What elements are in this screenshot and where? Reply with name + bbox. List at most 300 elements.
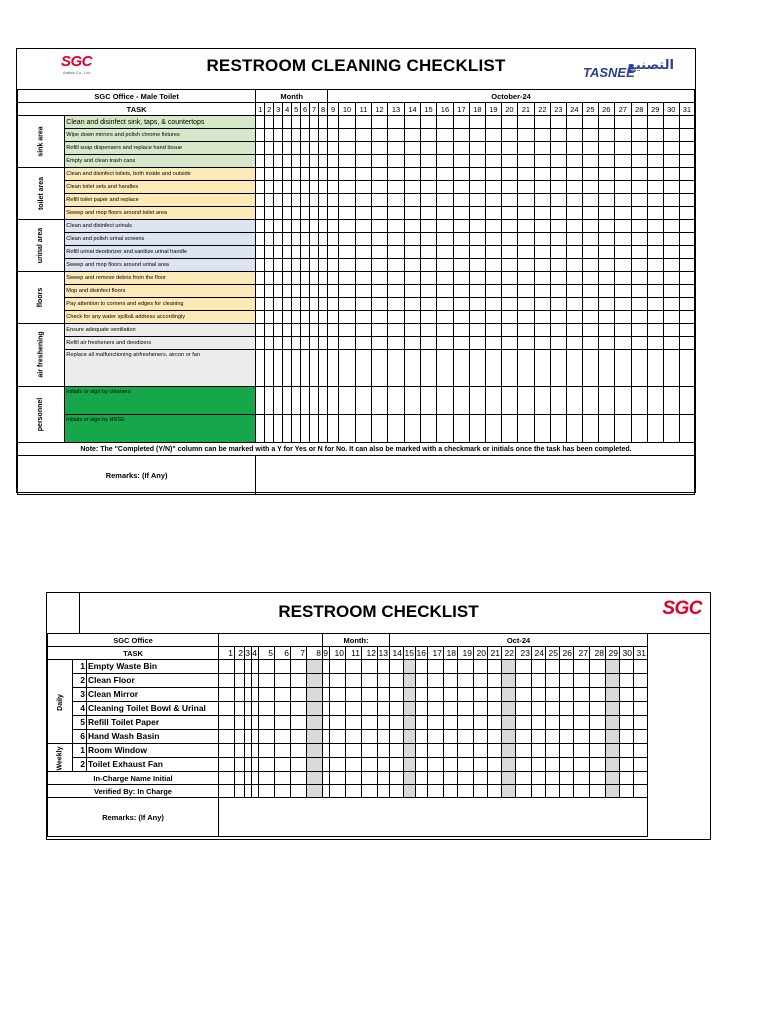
- day-check-cell[interactable]: [679, 194, 694, 207]
- day-check-cell[interactable]: [663, 155, 679, 168]
- day-check-cell[interactable]: [566, 220, 582, 233]
- day-check-cell[interactable]: [292, 324, 301, 337]
- day-check-cell[interactable]: [663, 233, 679, 246]
- day-check-cell[interactable]: [319, 298, 328, 311]
- day-check-cell[interactable]: [356, 233, 372, 246]
- day-check-cell[interactable]: [598, 194, 614, 207]
- day-check-cell[interactable]: [517, 337, 534, 350]
- day-check-cell[interactable]: [663, 194, 679, 207]
- day-check-cell[interactable]: [458, 744, 474, 758]
- day-check-cell[interactable]: [574, 730, 590, 744]
- day-check-cell[interactable]: [517, 415, 534, 443]
- day-check-cell[interactable]: [339, 129, 356, 142]
- day-check-cell[interactable]: [485, 207, 501, 220]
- day-check-cell[interactable]: [372, 142, 388, 155]
- day-check-cell[interactable]: [517, 168, 534, 181]
- day-check-cell[interactable]: [388, 129, 405, 142]
- day-check-cell[interactable]: [283, 259, 292, 272]
- day-check-cell[interactable]: [534, 387, 550, 415]
- day-check-cell[interactable]: [388, 142, 405, 155]
- day-check-cell[interactable]: [319, 272, 328, 285]
- day-check-cell[interactable]: [485, 233, 501, 246]
- day-check-cell[interactable]: [550, 142, 566, 155]
- day-check-cell[interactable]: [566, 337, 582, 350]
- day-check-cell[interactable]: [416, 716, 428, 730]
- day-check-cell[interactable]: [339, 194, 356, 207]
- day-check-cell[interactable]: [274, 350, 283, 387]
- day-check-cell[interactable]: [428, 785, 444, 798]
- day-check-cell[interactable]: [634, 785, 648, 798]
- day-check-cell[interactable]: [301, 207, 310, 220]
- day-check-cell[interactable]: [404, 702, 416, 716]
- day-check-cell[interactable]: [647, 155, 663, 168]
- day-check-cell[interactable]: [474, 702, 488, 716]
- day-check-cell[interactable]: [453, 129, 469, 142]
- day-check-cell[interactable]: [582, 220, 598, 233]
- day-check-cell[interactable]: [378, 688, 390, 702]
- day-check-cell[interactable]: [453, 298, 469, 311]
- day-check-cell[interactable]: [283, 387, 292, 415]
- day-check-cell[interactable]: [458, 772, 474, 785]
- day-check-cell[interactable]: [474, 730, 488, 744]
- day-check-cell[interactable]: [378, 744, 390, 758]
- day-check-cell[interactable]: [488, 758, 502, 772]
- day-check-cell[interactable]: [339, 350, 356, 387]
- day-check-cell[interactable]: [488, 674, 502, 688]
- day-check-cell[interactable]: [598, 298, 614, 311]
- day-check-cell[interactable]: [614, 387, 631, 415]
- day-check-cell[interactable]: [606, 674, 620, 688]
- day-check-cell[interactable]: [388, 259, 405, 272]
- day-check-cell[interactable]: [501, 324, 517, 337]
- day-check-cell[interactable]: [560, 785, 574, 798]
- day-check-cell[interactable]: [292, 285, 301, 298]
- day-check-cell[interactable]: [362, 688, 378, 702]
- day-check-cell[interactable]: [301, 311, 310, 324]
- day-check-cell[interactable]: [256, 324, 265, 337]
- day-check-cell[interactable]: [647, 415, 663, 443]
- day-check-cell[interactable]: [275, 688, 291, 702]
- day-check-cell[interactable]: [606, 660, 620, 674]
- day-check-cell[interactable]: [560, 702, 574, 716]
- day-check-cell[interactable]: [310, 168, 319, 181]
- day-check-cell[interactable]: [428, 716, 444, 730]
- day-check-cell[interactable]: [458, 702, 474, 716]
- day-check-cell[interactable]: [301, 350, 310, 387]
- day-check-cell[interactable]: [265, 194, 274, 207]
- day-check-cell[interactable]: [405, 285, 421, 298]
- day-check-cell[interactable]: [516, 758, 532, 772]
- day-check-cell[interactable]: [219, 730, 235, 744]
- day-check-cell[interactable]: [339, 298, 356, 311]
- day-check-cell[interactable]: [516, 674, 532, 688]
- day-check-cell[interactable]: [328, 324, 339, 337]
- day-check-cell[interactable]: [606, 744, 620, 758]
- day-check-cell[interactable]: [259, 660, 275, 674]
- day-check-cell[interactable]: [405, 350, 421, 387]
- day-check-cell[interactable]: [574, 758, 590, 772]
- day-check-cell[interactable]: [421, 285, 437, 298]
- day-check-cell[interactable]: [566, 311, 582, 324]
- day-check-cell[interactable]: [274, 155, 283, 168]
- day-check-cell[interactable]: [378, 772, 390, 785]
- day-check-cell[interactable]: [534, 194, 550, 207]
- day-check-cell[interactable]: [546, 716, 560, 730]
- day-check-cell[interactable]: [310, 129, 319, 142]
- day-check-cell[interactable]: [291, 730, 307, 744]
- day-check-cell[interactable]: [362, 660, 378, 674]
- day-check-cell[interactable]: [590, 772, 606, 785]
- day-check-cell[interactable]: [339, 168, 356, 181]
- day-check-cell[interactable]: [283, 246, 292, 259]
- day-check-cell[interactable]: [574, 744, 590, 758]
- day-check-cell[interactable]: [550, 298, 566, 311]
- day-check-cell[interactable]: [598, 246, 614, 259]
- day-check-cell[interactable]: [310, 272, 319, 285]
- day-check-cell[interactable]: [517, 207, 534, 220]
- day-check-cell[interactable]: [453, 311, 469, 324]
- day-check-cell[interactable]: [631, 129, 647, 142]
- day-check-cell[interactable]: [560, 716, 574, 730]
- day-check-cell[interactable]: [283, 220, 292, 233]
- day-check-cell[interactable]: [550, 415, 566, 443]
- day-check-cell[interactable]: [274, 129, 283, 142]
- day-check-cell[interactable]: [453, 142, 469, 155]
- day-check-cell[interactable]: [421, 194, 437, 207]
- day-check-cell[interactable]: [532, 772, 546, 785]
- day-check-cell[interactable]: [319, 285, 328, 298]
- day-check-cell[interactable]: [372, 233, 388, 246]
- day-check-cell[interactable]: [416, 758, 428, 772]
- day-check-cell[interactable]: [310, 387, 319, 415]
- day-check-cell[interactable]: [501, 181, 517, 194]
- day-check-cell[interactable]: [256, 259, 265, 272]
- day-check-cell[interactable]: [453, 415, 469, 443]
- day-check-cell[interactable]: [502, 702, 516, 716]
- day-check-cell[interactable]: [566, 387, 582, 415]
- day-check-cell[interactable]: [390, 660, 404, 674]
- day-check-cell[interactable]: [453, 194, 469, 207]
- day-check-cell[interactable]: [388, 337, 405, 350]
- day-check-cell[interactable]: [274, 246, 283, 259]
- day-check-cell[interactable]: [436, 272, 453, 285]
- day-check-cell[interactable]: [319, 155, 328, 168]
- day-check-cell[interactable]: [265, 311, 274, 324]
- day-check-cell[interactable]: [534, 285, 550, 298]
- day-check-cell[interactable]: [405, 415, 421, 443]
- day-check-cell[interactable]: [517, 220, 534, 233]
- day-check-cell[interactable]: [301, 116, 310, 129]
- day-check-cell[interactable]: [598, 129, 614, 142]
- day-check-cell[interactable]: [319, 207, 328, 220]
- day-check-cell[interactable]: [614, 324, 631, 337]
- day-check-cell[interactable]: [328, 298, 339, 311]
- day-check-cell[interactable]: [356, 220, 372, 233]
- day-check-cell[interactable]: [301, 181, 310, 194]
- day-check-cell[interactable]: [582, 337, 598, 350]
- day-check-cell[interactable]: [256, 194, 265, 207]
- day-check-cell[interactable]: [436, 155, 453, 168]
- day-check-cell[interactable]: [328, 116, 339, 129]
- day-check-cell[interactable]: [436, 129, 453, 142]
- day-check-cell[interactable]: [339, 387, 356, 415]
- day-check-cell[interactable]: [274, 142, 283, 155]
- day-check-cell[interactable]: [256, 168, 265, 181]
- day-check-cell[interactable]: [378, 730, 390, 744]
- day-check-cell[interactable]: [574, 660, 590, 674]
- day-check-cell[interactable]: [517, 272, 534, 285]
- day-check-cell[interactable]: [598, 220, 614, 233]
- day-check-cell[interactable]: [501, 298, 517, 311]
- day-check-cell[interactable]: [330, 702, 346, 716]
- day-check-cell[interactable]: [339, 207, 356, 220]
- day-check-cell[interactable]: [663, 311, 679, 324]
- day-check-cell[interactable]: [502, 730, 516, 744]
- day-check-cell[interactable]: [679, 259, 694, 272]
- day-check-cell[interactable]: [566, 181, 582, 194]
- day-check-cell[interactable]: [614, 350, 631, 387]
- day-check-cell[interactable]: [274, 387, 283, 415]
- day-check-cell[interactable]: [517, 324, 534, 337]
- day-check-cell[interactable]: [421, 129, 437, 142]
- day-check-cell[interactable]: [346, 716, 362, 730]
- day-check-cell[interactable]: [485, 168, 501, 181]
- day-check-cell[interactable]: [362, 674, 378, 688]
- day-check-cell[interactable]: [560, 674, 574, 688]
- day-check-cell[interactable]: [275, 744, 291, 758]
- day-check-cell[interactable]: [428, 730, 444, 744]
- day-check-cell[interactable]: [560, 758, 574, 772]
- day-check-cell[interactable]: [421, 155, 437, 168]
- day-check-cell[interactable]: [485, 337, 501, 350]
- day-check-cell[interactable]: [245, 744, 252, 758]
- day-check-cell[interactable]: [301, 194, 310, 207]
- day-check-cell[interactable]: [421, 298, 437, 311]
- day-check-cell[interactable]: [631, 155, 647, 168]
- day-check-cell[interactable]: [405, 298, 421, 311]
- day-check-cell[interactable]: [256, 142, 265, 155]
- day-check-cell[interactable]: [474, 716, 488, 730]
- day-check-cell[interactable]: [550, 181, 566, 194]
- day-check-cell[interactable]: [516, 785, 532, 798]
- day-check-cell[interactable]: [550, 233, 566, 246]
- day-check-cell[interactable]: [252, 772, 259, 785]
- day-check-cell[interactable]: [679, 116, 694, 129]
- day-check-cell[interactable]: [405, 220, 421, 233]
- day-check-cell[interactable]: [339, 324, 356, 337]
- day-check-cell[interactable]: [631, 285, 647, 298]
- day-check-cell[interactable]: [259, 758, 275, 772]
- day-check-cell[interactable]: [346, 772, 362, 785]
- day-check-cell[interactable]: [582, 387, 598, 415]
- day-check-cell[interactable]: [606, 730, 620, 744]
- day-check-cell[interactable]: [390, 772, 404, 785]
- day-check-cell[interactable]: [356, 415, 372, 443]
- day-check-cell[interactable]: [404, 716, 416, 730]
- day-check-cell[interactable]: [274, 285, 283, 298]
- day-check-cell[interactable]: [319, 246, 328, 259]
- day-check-cell[interactable]: [259, 785, 275, 798]
- day-check-cell[interactable]: [679, 246, 694, 259]
- day-check-cell[interactable]: [252, 688, 259, 702]
- day-check-cell[interactable]: [679, 337, 694, 350]
- day-check-cell[interactable]: [291, 785, 307, 798]
- day-check-cell[interactable]: [663, 324, 679, 337]
- day-check-cell[interactable]: [598, 142, 614, 155]
- day-check-cell[interactable]: [485, 298, 501, 311]
- day-check-cell[interactable]: [501, 272, 517, 285]
- day-check-cell[interactable]: [310, 311, 319, 324]
- day-check-cell[interactable]: [444, 660, 458, 674]
- day-check-cell[interactable]: [517, 129, 534, 142]
- day-check-cell[interactable]: [647, 207, 663, 220]
- day-check-cell[interactable]: [283, 298, 292, 311]
- day-check-cell[interactable]: [647, 298, 663, 311]
- day-check-cell[interactable]: [582, 272, 598, 285]
- day-check-cell[interactable]: [319, 220, 328, 233]
- day-check-cell[interactable]: [274, 233, 283, 246]
- day-check-cell[interactable]: [274, 311, 283, 324]
- day-check-cell[interactable]: [453, 259, 469, 272]
- day-check-cell[interactable]: [339, 246, 356, 259]
- day-check-cell[interactable]: [453, 220, 469, 233]
- day-check-cell[interactable]: [252, 716, 259, 730]
- day-check-cell[interactable]: [301, 324, 310, 337]
- day-check-cell[interactable]: [301, 220, 310, 233]
- day-check-cell[interactable]: [356, 259, 372, 272]
- day-check-cell[interactable]: [292, 415, 301, 443]
- day-check-cell[interactable]: [356, 298, 372, 311]
- day-check-cell[interactable]: [283, 272, 292, 285]
- day-check-cell[interactable]: [292, 129, 301, 142]
- day-check-cell[interactable]: [501, 311, 517, 324]
- day-check-cell[interactable]: [620, 758, 634, 772]
- day-check-cell[interactable]: [458, 674, 474, 688]
- day-check-cell[interactable]: [534, 220, 550, 233]
- day-check-cell[interactable]: [590, 702, 606, 716]
- day-check-cell[interactable]: [252, 744, 259, 758]
- day-check-cell[interactable]: [614, 259, 631, 272]
- day-check-cell[interactable]: [319, 311, 328, 324]
- day-check-cell[interactable]: [679, 272, 694, 285]
- day-check-cell[interactable]: [485, 155, 501, 168]
- day-check-cell[interactable]: [663, 350, 679, 387]
- day-check-cell[interactable]: [259, 688, 275, 702]
- day-check-cell[interactable]: [256, 207, 265, 220]
- day-check-cell[interactable]: [517, 350, 534, 387]
- day-check-cell[interactable]: [346, 688, 362, 702]
- day-check-cell[interactable]: [620, 744, 634, 758]
- day-check-cell[interactable]: [265, 387, 274, 415]
- day-check-cell[interactable]: [356, 337, 372, 350]
- day-check-cell[interactable]: [274, 324, 283, 337]
- day-check-cell[interactable]: [323, 674, 330, 688]
- day-check-cell[interactable]: [339, 142, 356, 155]
- day-check-cell[interactable]: [444, 758, 458, 772]
- day-check-cell[interactable]: [631, 142, 647, 155]
- day-check-cell[interactable]: [405, 129, 421, 142]
- day-check-cell[interactable]: [516, 772, 532, 785]
- day-check-cell[interactable]: [388, 350, 405, 387]
- day-check-cell[interactable]: [328, 285, 339, 298]
- day-check-cell[interactable]: [566, 168, 582, 181]
- day-check-cell[interactable]: [647, 233, 663, 246]
- day-check-cell[interactable]: [501, 194, 517, 207]
- day-check-cell[interactable]: [534, 259, 550, 272]
- day-check-cell[interactable]: [421, 168, 437, 181]
- day-check-cell[interactable]: [219, 772, 235, 785]
- day-check-cell[interactable]: [390, 785, 404, 798]
- day-check-cell[interactable]: [546, 758, 560, 772]
- day-check-cell[interactable]: [488, 660, 502, 674]
- day-check-cell[interactable]: [328, 233, 339, 246]
- day-check-cell[interactable]: [458, 785, 474, 798]
- day-check-cell[interactable]: [328, 387, 339, 415]
- day-check-cell[interactable]: [245, 730, 252, 744]
- day-check-cell[interactable]: [421, 181, 437, 194]
- day-check-cell[interactable]: [283, 233, 292, 246]
- day-check-cell[interactable]: [362, 785, 378, 798]
- day-check-cell[interactable]: [474, 772, 488, 785]
- day-check-cell[interactable]: [265, 233, 274, 246]
- day-check-cell[interactable]: [310, 285, 319, 298]
- day-check-cell[interactable]: [534, 142, 550, 155]
- day-check-cell[interactable]: [566, 350, 582, 387]
- day-check-cell[interactable]: [235, 688, 245, 702]
- day-check-cell[interactable]: [532, 785, 546, 798]
- day-check-cell[interactable]: [319, 324, 328, 337]
- day-check-cell[interactable]: [428, 744, 444, 758]
- day-check-cell[interactable]: [307, 660, 323, 674]
- day-check-cell[interactable]: [416, 730, 428, 744]
- day-check-cell[interactable]: [663, 272, 679, 285]
- day-check-cell[interactable]: [647, 350, 663, 387]
- day-check-cell[interactable]: [265, 142, 274, 155]
- day-check-cell[interactable]: [631, 415, 647, 443]
- day-check-cell[interactable]: [292, 246, 301, 259]
- day-check-cell[interactable]: [356, 116, 372, 129]
- day-check-cell[interactable]: [614, 311, 631, 324]
- day-check-cell[interactable]: [517, 387, 534, 415]
- day-check-cell[interactable]: [388, 194, 405, 207]
- day-check-cell[interactable]: [416, 660, 428, 674]
- day-check-cell[interactable]: [256, 246, 265, 259]
- day-check-cell[interactable]: [631, 350, 647, 387]
- day-check-cell[interactable]: [265, 116, 274, 129]
- day-check-cell[interactable]: [620, 716, 634, 730]
- day-check-cell[interactable]: [679, 142, 694, 155]
- day-check-cell[interactable]: [362, 772, 378, 785]
- day-check-cell[interactable]: [582, 415, 598, 443]
- day-check-cell[interactable]: [372, 387, 388, 415]
- day-check-cell[interactable]: [631, 324, 647, 337]
- day-check-cell[interactable]: [546, 730, 560, 744]
- day-check-cell[interactable]: [405, 259, 421, 272]
- day-check-cell[interactable]: [590, 688, 606, 702]
- day-check-cell[interactable]: [534, 233, 550, 246]
- day-check-cell[interactable]: [647, 285, 663, 298]
- day-check-cell[interactable]: [275, 716, 291, 730]
- day-check-cell[interactable]: [256, 337, 265, 350]
- day-check-cell[interactable]: [356, 129, 372, 142]
- day-check-cell[interactable]: [679, 220, 694, 233]
- day-check-cell[interactable]: [291, 674, 307, 688]
- day-check-cell[interactable]: [319, 233, 328, 246]
- day-check-cell[interactable]: [501, 168, 517, 181]
- day-check-cell[interactable]: [444, 702, 458, 716]
- day-check-cell[interactable]: [307, 730, 323, 744]
- day-check-cell[interactable]: [416, 744, 428, 758]
